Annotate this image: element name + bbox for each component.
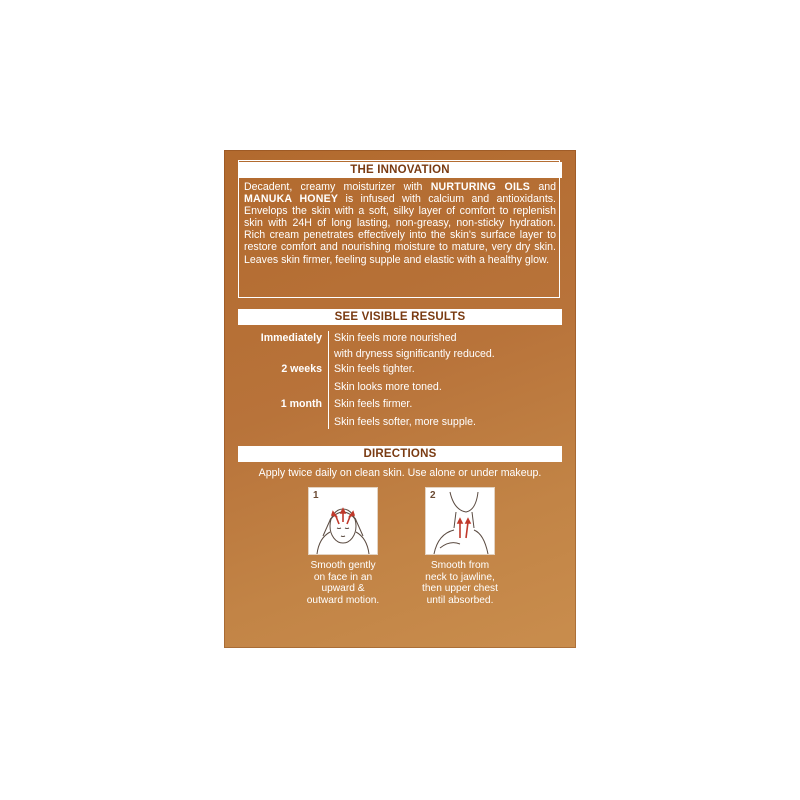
results-row-label: 1 month <box>280 398 322 410</box>
step-2-caption: Smooth from neck to jawline, then upper chest until absorbed. <box>422 560 498 606</box>
innovation-description: Decadent, creamy moisturizer with NURTURING OILS and MANUKA HONEY is infused with calcium and antioxidants. Envelops the skin with a soft, silky layer of comfort to replenish skin with 24H of long lasting, non-greasy, non-sticky hydration. Rich cream penetrates effectively into the skin's surface layer to restore comfort and nourishing moisture to mature, very dry skin. Leaves skin firmer, feeling supple and elastic with a healthy glow. <box>244 181 556 266</box>
face-massage-icon <box>309 488 377 554</box>
step-2-illustration <box>425 487 495 555</box>
step-1-illustration <box>308 487 378 555</box>
results-divider <box>328 331 329 429</box>
step-1-caption: Smooth gently on face in an upward & outward motion. <box>306 560 380 606</box>
results-row-text: Skin feels more nourished with dryness significantly reduced. <box>334 332 495 360</box>
results-row-label: 2 weeks <box>281 363 322 375</box>
neck-massage-icon <box>426 488 494 554</box>
results-row-text: Skin feels firmer. Skin feels softer, more supple. <box>334 398 476 428</box>
directions-intro: Apply twice daily on clean skin. Use alone or under makeup. <box>258 467 542 479</box>
results-row-text: Skin feels tighter. Skin looks more toned. <box>334 363 442 393</box>
results-row-label: Immediately <box>260 332 322 344</box>
step-number: 1 <box>313 490 319 501</box>
step-number: 2 <box>430 490 436 501</box>
innovation-heading: THE INNOVATION <box>238 162 562 178</box>
results-heading: SEE VISIBLE RESULTS <box>238 309 562 325</box>
directions-heading: DIRECTIONS <box>238 446 562 462</box>
